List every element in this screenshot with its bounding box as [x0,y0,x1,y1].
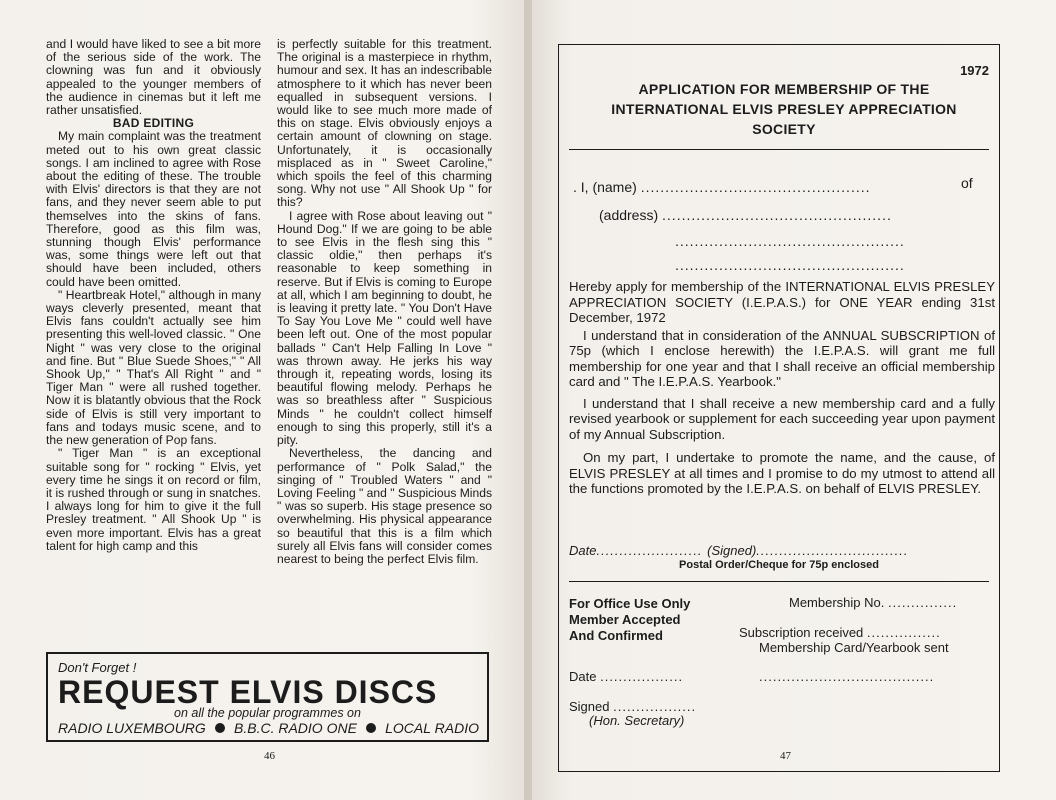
paragraph: I understand that in consideration of the ANNUAL SUBSCRIPTION of 75p (which I enclose herewith) the I.E.P.A.S. will grant me full membership for one year and that I shall receive an official membership card and " The I.E.P.A.S. Yearbook." [569,327,995,389]
binding-gutter [524,0,532,800]
card-sent-field[interactable]: ...................................... [759,669,935,684]
page-46 [0,0,524,800]
office-signed-field[interactable]: .................. [613,699,697,714]
postal-order-note: Postal Order/Cheque for 75p enclosed [679,559,879,571]
of-label: of [961,175,973,191]
station-radio-luxembourg: RADIO LUXEMBOURG [58,720,206,736]
hon-secretary-label: (Hon. Secretary) [589,713,685,728]
office-date-field[interactable]: .................. [600,669,684,684]
ad-headline: REQUEST ELVIS DISCS [58,674,438,710]
subscription-received-label: Subscription received [739,625,864,640]
address-field-2[interactable]: ............................................... [675,233,905,249]
divider [569,149,989,150]
ad-subline: on all the popular programmes on [174,706,361,720]
ad-stations [58,720,479,736]
paragraph: Nevertheless, the dancing and performance of " Polk Salad," the singing of " Troubled Waters " and " Loving Feeling " and " Suspicious Minds " was so superb. His stage presence so overwhelming. His physical appearance so beautiful that this is a film which surely all Elvis fans will consider comes nearest to being the perfect Elvis film. [277,446,492,566]
membership-no-label: Membership No. [789,595,885,610]
signature-field[interactable]: ................................. [756,543,909,558]
name-field[interactable]: ............................................... [640,179,871,195]
member-accepted-label: Member Accepted [569,612,681,627]
paragraph: Hereby apply for membership of the INTERNATIONAL ELVIS PRESLEY APPRECIATION SOCIETY (I.E.P.A.S.) for ONE YEAR ending 31st December, 1972 [569,279,995,325]
paragraph: I understand that I shall receive a new membership card and a fully revised yearbook or supplement for each succeeding year upon payment of my Annual Subscription. [569,395,995,442]
paragraph: " Heartbreak Hotel," although in many ways cleverly presented, meant that Elvis fans couldn't actually see him presenting this well-loved classic. " One Night " was very close to the original and fine. But " Blue Suede Shoes," " All Shook Up," " That's All Right " and " Tiger Man " were all rushed together. Now it is blatantly obvious that the Rock side of Elvis is still very important to fans and todays music scene, and to the new generation of Pop fans. [46,287,261,448]
divider [569,581,989,582]
station-bbc-radio-one: B.B.C. RADIO ONE [234,720,357,736]
paragraph: and I would have liked to see a bit more of the serious side of the work. The clowning was fun and it obviously appealed to the younger members of the audience in cinemas but it left me rather unsatisfied. [46,37,261,118]
signed-label: (Signed) [707,543,757,558]
paragraph: is perfectly suitable for this treatment. The original is a masterpiece in rhythm, humour and sex. It has an indescribable atmosphere to it which has never been equalled in subsequent versions. I would like to see much more made of this on stage. Elvis obviously enjoys a certain amount of clowning on stage. Unfortunately, it is occasionally misplaced as in " Sweet Caroline," which spoils the feel of this charming song. Why not use " All Shook Up " for this? [277,37,492,210]
paragraph: I agree with Rose about leaving out " Hound Dog." If we are going to be able to see Elvis in the flesh sing this " classic oldie," then perhaps it's reasonable to keep something in reserve. But if Elvis is coming to Europe at all, which I am beginning to doubt, he is leaving it pretty late. " You Don't Have To Say You Love Me " could well have been left out. One of the most popular ballads " Can't Help Falling In Love " was thrown away. He jerks his way through it, repeating words, losing its beautiful flowing melody. Perhaps he was so breathless after " Suspicious Minds " he couldn't collect himself enough to sing this properly, still it's a pity. [277,208,492,448]
address-field-3[interactable]: ............................................... [675,257,905,273]
page-number: 46 [264,750,275,762]
membership-no-field[interactable]: ............... [888,595,958,610]
page-number: 47 [780,750,791,762]
form-title: APPLICATION FOR MEMBERSHIP OF THE INTERNATIONAL ELVIS PRESLEY APPRECIATION SOCIETY [611,81,957,137]
bullet-dot-icon [215,723,225,733]
article-column-2 [277,38,492,566]
office-date-line [569,669,683,684]
membership-no-line [789,595,957,610]
address-label: (address) [599,207,659,223]
office-signed-label: Signed [569,699,610,714]
name-label: I, (name) [580,179,637,195]
subscription-field[interactable]: ................ [866,625,941,640]
and-confirmed-label: And Confirmed [569,628,663,643]
ad-dont-forget: Don't Forget ! [58,660,137,675]
form-year: 1972 [960,63,989,78]
subscription-line [739,625,941,640]
office-use-block [569,596,690,644]
paragraph: " Tiger Man " is an exceptional suitable song for " rocking " Elvis, yet every time he sings it on record or film, it is rushed through or sung in snatches. I always long for him to give it the full Presley treatment. " All Shook Up " is even more important. Elvis has a great talent for high camp and this [46,446,261,553]
bullet-dot-icon [366,723,376,733]
card-sent-label: Membership Card/Yearbook sent [759,640,949,655]
station-local-radio: LOCAL RADIO [385,720,479,736]
paragraph: My main complaint was the treatment meted out to his own great classic songs. I am inclined to agree with Rose about the editing of these. The trouble with Elvis' directors is that they are not fans, and they never seem able to put themselves into the skins of fans. Therefore, good as this film was, stunning though Elvis' performance was, some things were left out that should have been included, others could have been omitted. [46,129,261,289]
request-elvis-discs-advert [46,652,489,742]
article-column-1 [46,38,261,553]
office-signed-line [569,699,696,714]
section-heading: BAD EDITING [112,116,195,131]
office-date-label: Date [569,669,597,684]
name-line: . I, (name) ............................................... [573,179,871,195]
paragraph: On my part, I undertake to promote the name, and the cause, of ELVIS PRESLEY at all times and I promise to do my utmost to attend all the functions promoted by the I.E.P.A.S. on behalf of ELVIS PRESLEY. [569,450,995,496]
form-body-text [569,279,995,497]
membership-application-form [558,44,1000,772]
office-use-label: For Office Use Only [569,596,691,611]
date-field[interactable]: ....................... [596,543,708,558]
address-line [599,207,892,223]
date-signed-line [569,543,909,558]
date-label: Date [569,543,597,558]
address-field-1[interactable]: ............................................... [662,207,892,223]
